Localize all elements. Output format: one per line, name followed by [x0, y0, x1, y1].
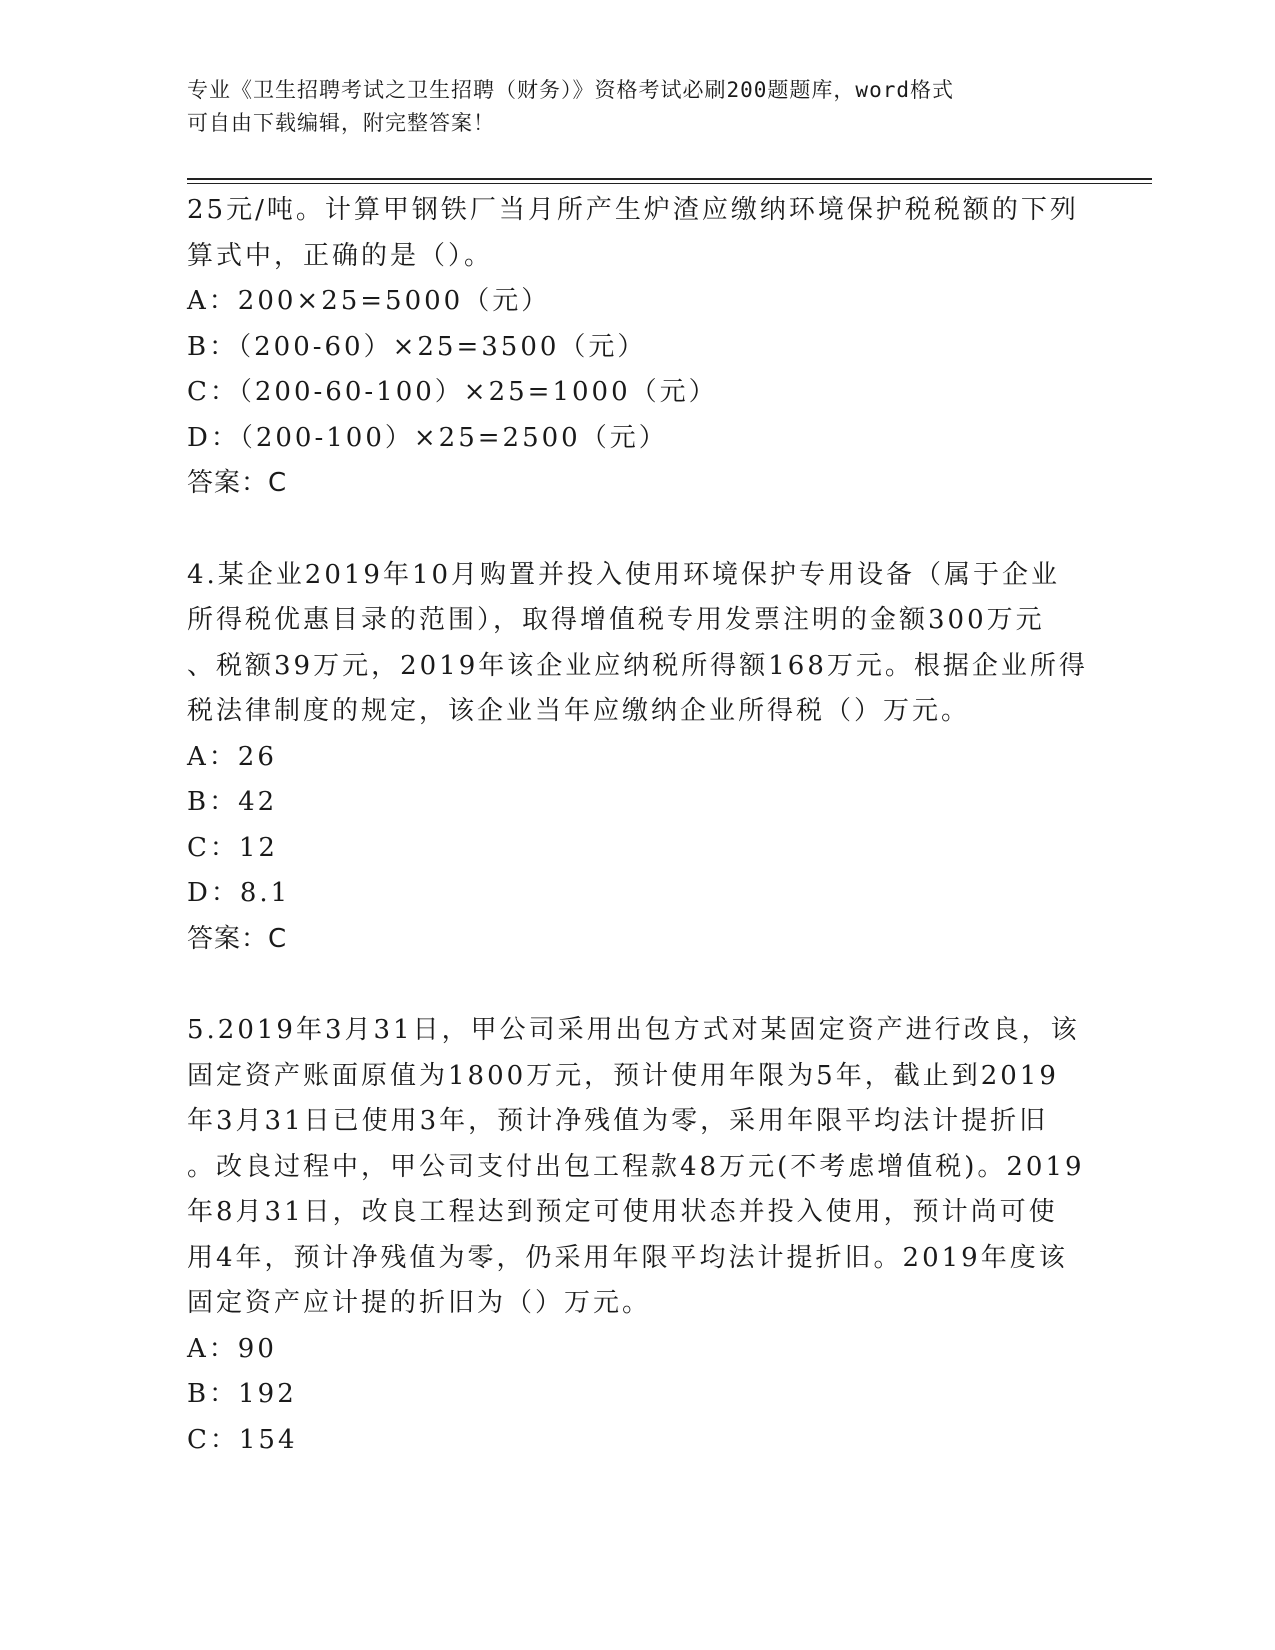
question-text-line: 固定资产应计提的折旧为（）万元。: [187, 1288, 652, 1318]
header-title-line-1: 专业《卫生招聘考试之卫生招聘（财务）》资格考试必刷200题题库，word格式: [187, 78, 954, 102]
question-text-line: 、税额39万元，2019年该企业应纳税所得额168万元。根据企业所得: [187, 650, 1088, 681]
spacer: [187, 962, 1087, 1008]
question-3: [187, 188, 1087, 507]
question-5: [187, 1008, 1087, 1463]
option-b: B：（200-60）×25=3500（元）: [187, 331, 647, 362]
option-b: B：192: [187, 1379, 297, 1409]
question-text-line: 25元/吨。计算甲钢铁厂当月所产生炉渣应缴纳环境保护税税额的下列: [187, 195, 1079, 225]
option-c: C：12: [187, 832, 278, 863]
spacer: [187, 507, 1087, 553]
page-header: [187, 74, 1067, 140]
option-c: C：（200-60-100）×25=1000（元）: [187, 377, 718, 407]
option-d: D：（200-100）×25=2500（元）: [187, 422, 668, 453]
question-text-line: 所得税优惠目录的范围），取得增值税专用发票注明的金额300万元: [187, 605, 1045, 635]
answer-line: 答案：C: [187, 468, 288, 498]
question-text-line: 年3月31日已使用3年，预计净残值为零，采用年限平均法计提折旧: [187, 1106, 1049, 1136]
answer-line: 答案：C: [187, 923, 288, 954]
option-d: D：8.1: [187, 878, 291, 908]
option-a: A：26: [187, 741, 277, 772]
question-4: [187, 553, 1087, 963]
question-text-line: 税法律制度的规定，该企业当年应缴纳企业所得税（）万元。: [187, 696, 971, 726]
question-text-line: 5.2019年3月31日，甲公司采用出包方式对某固定资产进行改良，该: [187, 1015, 1080, 1045]
option-a: A：200×25=5000（元）: [187, 286, 551, 316]
option-b: B：42: [187, 787, 278, 817]
header-divider-thick: [187, 178, 1152, 180]
question-text-line: 用4年，预计净残值为零，仍采用年限平均法计提折旧。2019年度该: [187, 1242, 1068, 1273]
question-text-line: 。改良过程中，甲公司支付出包工程款48万元(不考虑增值税)。2019: [187, 1151, 1085, 1182]
question-text-line: 固定资产账面原值为1800万元，预计使用年限为5年，截止到2019: [187, 1060, 1059, 1091]
option-a: A：90: [187, 1333, 277, 1364]
header-title-line-2: 可自由下载编辑，附完整答案！: [187, 111, 495, 135]
option-c: C：154: [187, 1424, 298, 1455]
document-body: [187, 188, 1087, 1463]
header-divider-thin: [187, 183, 1152, 184]
question-text-line: 年8月31日，改良工程达到预定可使用状态并投入使用，预计尚可使: [187, 1197, 1058, 1227]
question-text-line: 4.某企业2019年10月购置并投入使用环境保护专用设备（属于企业: [187, 559, 1061, 590]
question-text-line: 算式中，正确的是（）。: [187, 240, 494, 271]
